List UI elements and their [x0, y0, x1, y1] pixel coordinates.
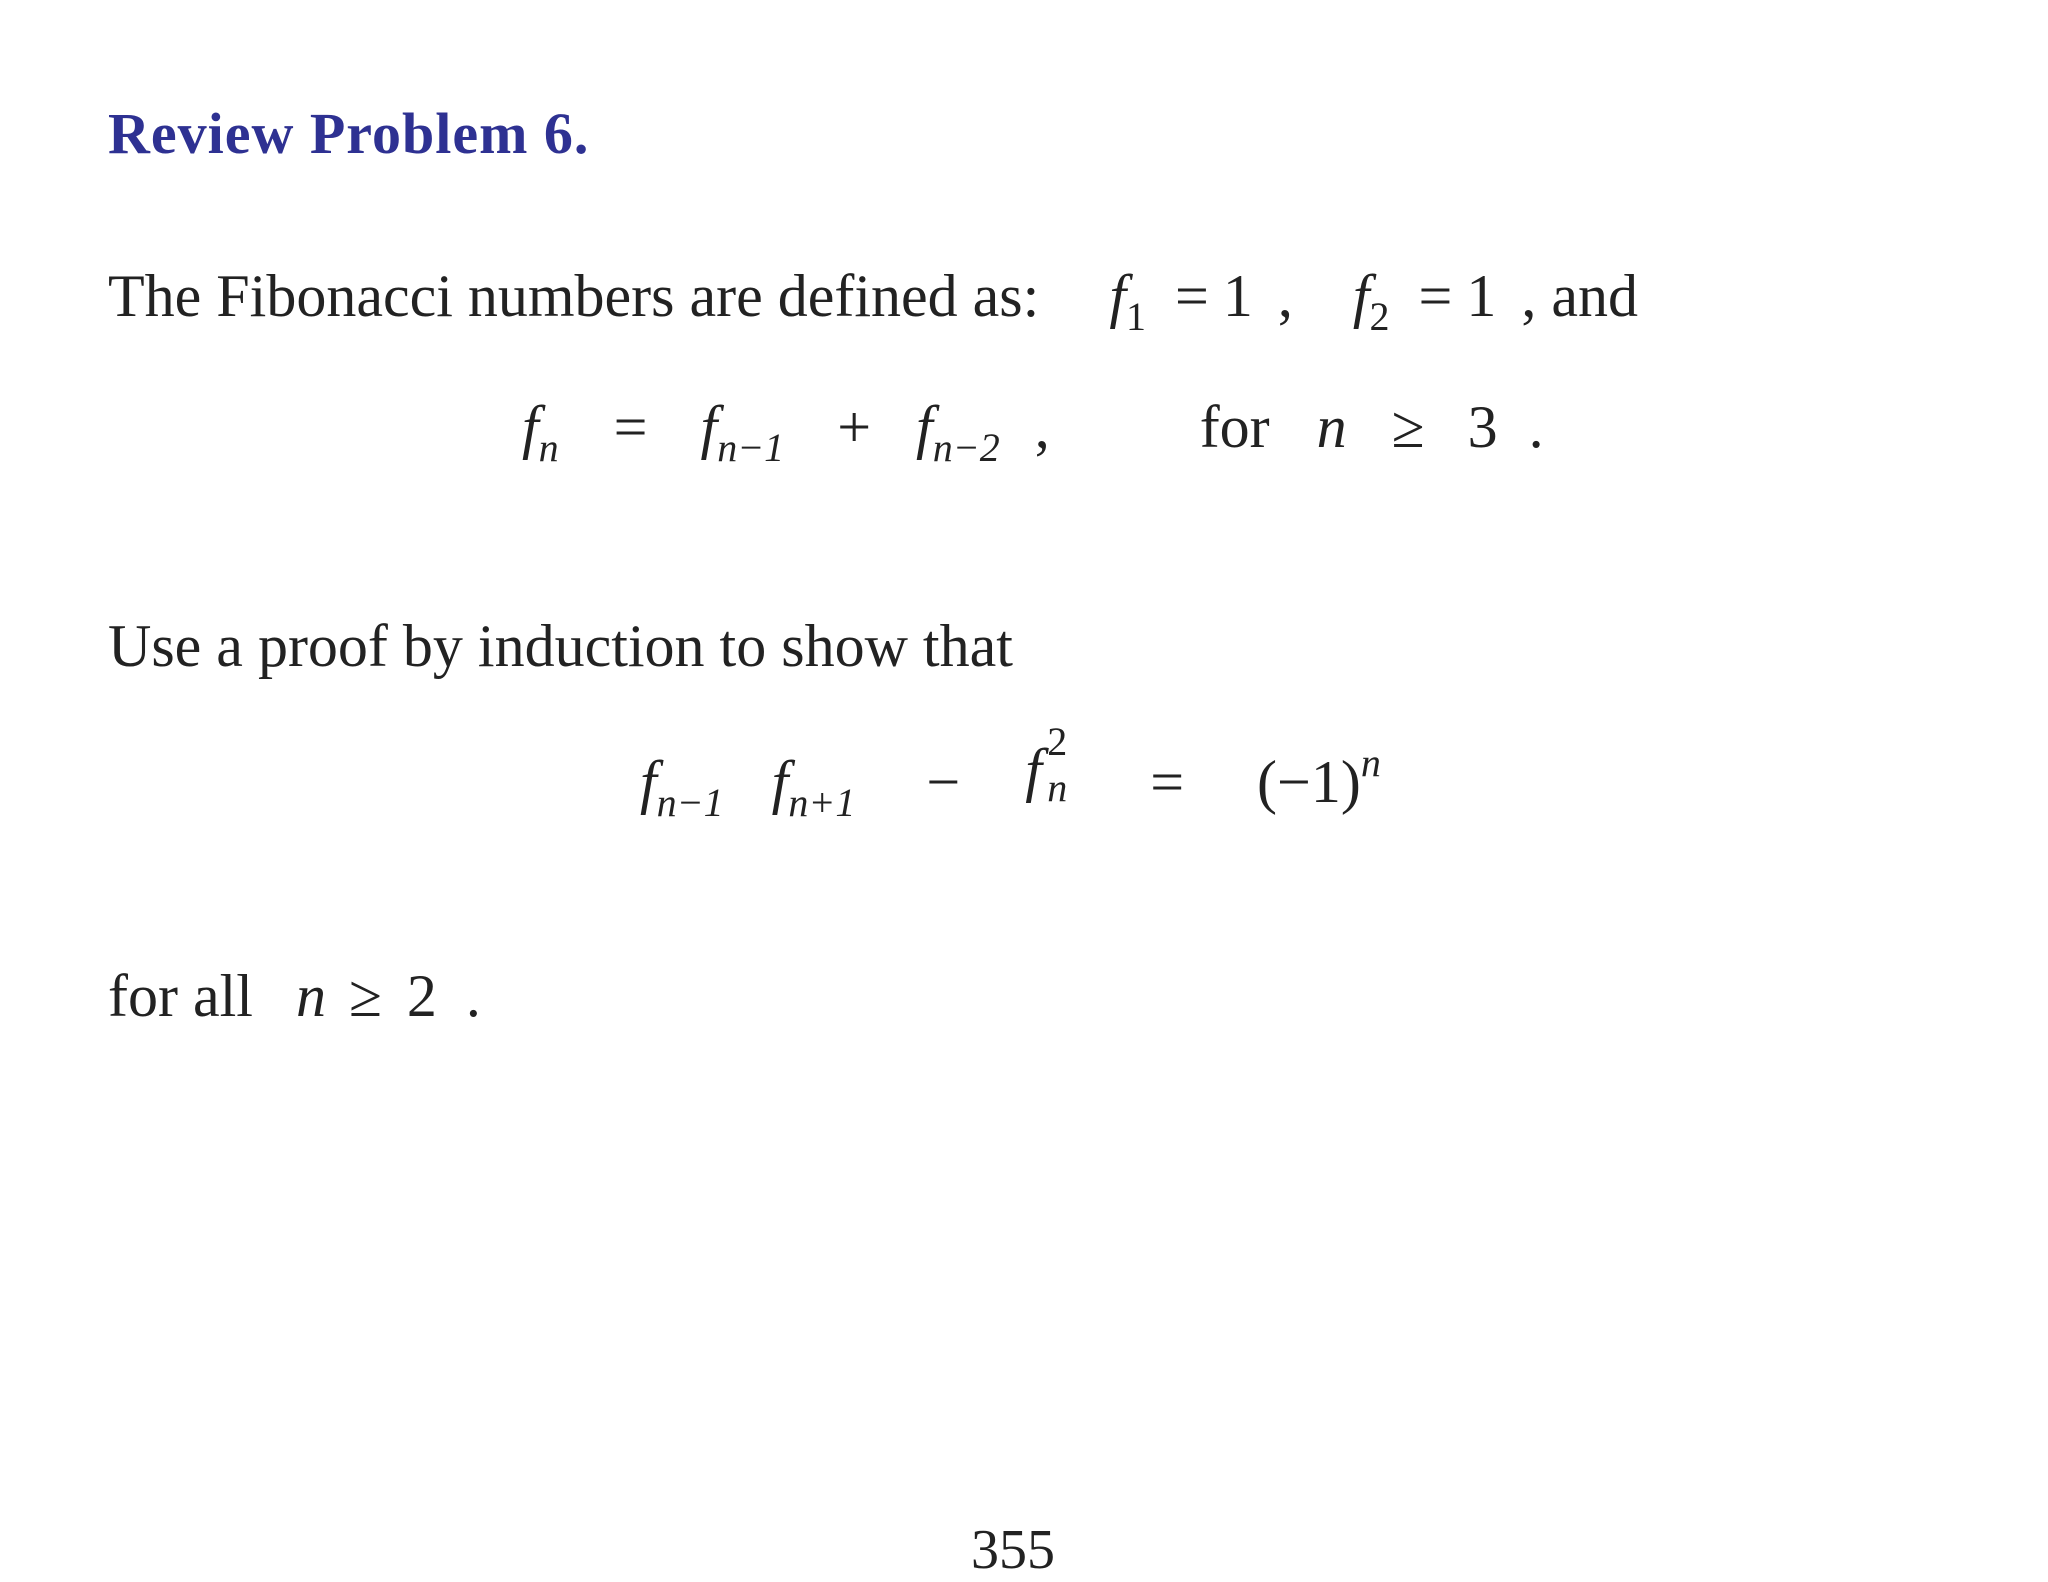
identity-b-symbol: f — [771, 749, 789, 815]
f2-equals: = — [1418, 263, 1453, 329]
identity-equals: = — [1150, 749, 1185, 815]
f2-comma: , — [1521, 263, 1537, 329]
f1-symbol: f — [1109, 263, 1126, 329]
identity-c-superscript: 2 — [1047, 719, 1068, 764]
identity-equation — [640, 719, 1381, 825]
condition-words: for all — [108, 963, 253, 1029]
condition-two: 2 — [406, 963, 437, 1029]
identity-rhs-base: (−1) — [1257, 749, 1361, 815]
condition-period: . — [465, 963, 481, 1029]
condition-geq: ≥ — [348, 963, 382, 1029]
f1-equals: = — [1175, 263, 1209, 329]
recurrence-equation — [522, 393, 1544, 470]
recurrence-lhs-symbol: f — [522, 394, 539, 460]
recurrence-period: . — [1528, 394, 1544, 460]
recurrence-term2-subscript: n−2 — [932, 425, 1000, 470]
identity-b-subscript: n+1 — [788, 780, 856, 825]
identity-c-subscript: n — [1047, 765, 1068, 810]
recurrence-equals: = — [613, 394, 648, 460]
f1-value: 1 — [1222, 263, 1253, 329]
page-number: 355 — [971, 1519, 1055, 1581]
f2-subscript: 2 — [1369, 294, 1390, 339]
recurrence-for: for — [1199, 394, 1270, 460]
recurrence-term2-symbol: f — [916, 394, 933, 460]
identity-a-subscript: n−1 — [656, 780, 724, 825]
f2-value: 1 — [1466, 263, 1497, 329]
identity-a-symbol: f — [640, 749, 657, 815]
identity-c-term — [1025, 719, 1089, 810]
recurrence-geq: ≥ — [1391, 394, 1425, 460]
recurrence-comma: , — [1034, 394, 1050, 460]
condition-line — [108, 962, 481, 1031]
recurrence-plus: + — [837, 394, 872, 460]
condition-var-n: n — [295, 963, 326, 1029]
f1-comma: , — [1277, 263, 1293, 329]
intro-line — [108, 262, 1638, 339]
identity-c-symbol: f — [1025, 737, 1042, 803]
f1-subscript: 1 — [1126, 294, 1146, 339]
recurrence-three: 3 — [1467, 394, 1498, 460]
recurrence-var-n: n — [1316, 394, 1347, 460]
and-word: and — [1551, 263, 1638, 329]
identity-rhs-exponent: n — [1360, 740, 1381, 785]
intro-text: The Fibonacci numbers are defined as: — [108, 263, 1040, 329]
recurrence-lhs-subscript: n — [538, 425, 559, 470]
instruction-text: Use a proof by induction to show that — [108, 613, 1013, 679]
recurrence-term1-symbol: f — [700, 394, 718, 460]
page-title: Review Problem 6. — [108, 101, 590, 166]
recurrence-term1-subscript: n−1 — [717, 425, 785, 470]
identity-minus: − — [926, 749, 961, 815]
f2-symbol: f — [1352, 263, 1370, 329]
